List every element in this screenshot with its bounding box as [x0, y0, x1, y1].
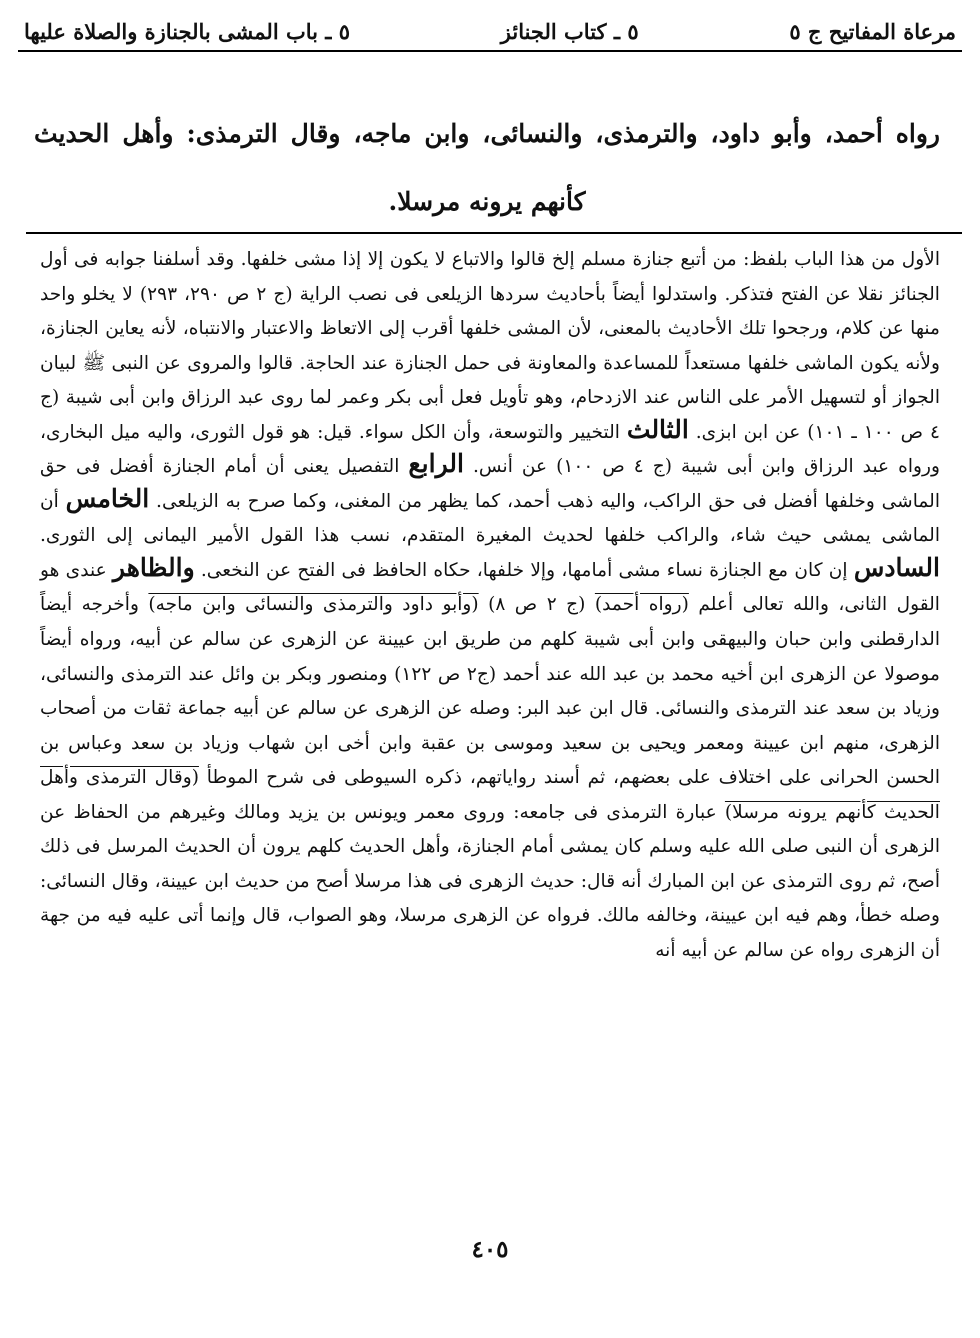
keyword-fifth: الخامس: [65, 483, 150, 513]
section-divider: [26, 232, 962, 234]
header-rule: [18, 50, 962, 52]
hadith-text: رواه أحمد، وأبو داود، والترمذى، والنسائى، وابن ماجه، وقال الترمذى: وأهل الحديث كأنهم يرونه مرسلا.: [34, 119, 940, 216]
citation-tirmidhi: (وقال الترمذى وأهل الحديث كأنهم يرونه مرسلا): [40, 767, 940, 823]
header-book-volume: مرعاة المفاتيح ج ٥: [789, 18, 956, 44]
keyword-fourth: الرابع: [408, 449, 464, 479]
commentary-text: (ج ٢ ص ٨): [488, 594, 586, 616]
keyword-zahir: والظاهر: [112, 552, 195, 582]
keyword-third: الثالث: [626, 414, 689, 444]
commentary-text: الأول من هذا الباب بلفظ: من أتبع جنازة مسلم إلخ قالوا والاتباع لا يكون إلا إذا مشى خلفها. وقد أسلفنا جوابه فى أول الجنائز نقلا عن الفتح فتذكر. واستدلوا أيضاً بأحاديث سردها الزيلعى فى نصب الراية (ج ٢ ص ٢٩٠، ٢٩٣) لا يخلو واحد منها عن كلام، ورجحوا تلك الأحاديث بالمعنى، لأن المشى خلفها أقرب إلى الاتعاظ والاعتبار والانتباه، لأنه يعاين الجنازة، ولأنه يكون الماشى خلفها مستعداً للمساعدة والمعاونة فى حمل الجنازة عند الحاجة. قالوا والمروى عن النبى ﷺ لبيان الجواز أو لتسهيل الأمر على الناس عند الازدحام، وهو تأويل فعل أبى بكر وعمر لما روى عبد الرزاق وابن أبى شيبة (ج ٤ ص ١٠٠ ـ ١٠١) عن ابن ابزى.: [40, 249, 940, 443]
citation-sunan: (وأبو داود والترمذى والنسائى وابن ماجه): [148, 594, 479, 616]
keyword-sixth: السادس: [853, 552, 940, 582]
commentary-body: [40, 243, 940, 1213]
header-book-section: ٥ ـ كتاب الجنائز: [500, 18, 639, 44]
running-header: [24, 14, 956, 48]
header-chapter-title: ٥ ـ باب المشى بالجنازة والصلاة عليها: [24, 18, 351, 44]
commentary-text: التفصيل يعنى أن أمام الجنازة أفضل فى حق الماشى وخلفها أفضل فى حق الراكب، واليه ذهب أحمد، كما يظهر من المغنى، وكما صرح به الزيلعى.: [40, 456, 940, 512]
page-number: ٤٠٥: [471, 1236, 509, 1263]
commentary-text: عبارة الترمذى فى جامعه: وروى معمر ويونس بن يزيد ومالك وغيرهم من الحفاظ عن الزهرى أن النبى صلى الله عليه وسلم كان يمشى أمام الجنازة، وأهل الحديث كلهم يرون أن الحديث المرسل فى ذلك أصح، ثم روى الترمذى عن ابن المبارك أنه قال: حديث الزهرى فى هذا مرسلا أصح من حديث ابن عيينة، وقال النسائى: وصله خطأ، وهم فيه ابن عيينة، وخالفه مالك. فرواه عن الزهرى مرسلا، وهو الصواب، قال وإنما أتى عليه فيه من جهة أن الزهرى رواه عن سالم عن أبيه أنه: [40, 801, 940, 961]
citation-ahmad: (رواه أحمد): [594, 594, 689, 616]
commentary-text: أن الماشى يمشى حيث شاء، والراكب خلفها لحديث المغيرة المتقدم، نسب هذا القول الأمير اليمانى إلى الثورى.: [40, 490, 940, 547]
commentary-paragraph: [40, 243, 940, 968]
commentary-text: عندى هو القول الثانى، والله تعالى أعلم: [40, 559, 940, 616]
commentary-text: إن كان مع الجنازة نساء مشى أمامها، وإلا خلفها، حكاه الحافظ فى الفتح عن النخعى.: [200, 559, 848, 581]
commentary-text: وأخرجه أيضاً الدارقطنى وابن حبان والبيهقى وابن أبى شيبة كلهم من طريق ابن عيينة عن الزهرى عن سالم عن أبيه، ورواه أيضاً موصولا عن الزهرى ابن أخيه محمد بن عبد الله عند أحمد (ج٢ ص ١٢٢) ومنصور وبكر بن وائل عند الترمذى والنسائى، وزياد بن سعد عند الترمذى والنسائى. قال ابن عبد البر: وصله عن الزهرى عن سالم عن أبيه جماعة ثقات من أصحاب الزهرى، منهم ابن عيينة ومعمر ويحيى بن سعيد وموسى بن عقبة وابن أخى ابن شهاب وزياد بن سعد وعباس بن الحسن الحرانى على اختلاف على بعضهم، ثم أسند رواياتهم، ذكره السيوطى فى شرح الموطأ: [40, 594, 941, 789]
commentary-text: التخيير والتوسعة، وأن الكل سواء. قيل: هو قول الثورى، واليه ميل البخارى، ورواه عبد الرزاق وابن أبى شيبة (ج ٤ ص ١٠٠) عن أنس.: [40, 421, 940, 478]
